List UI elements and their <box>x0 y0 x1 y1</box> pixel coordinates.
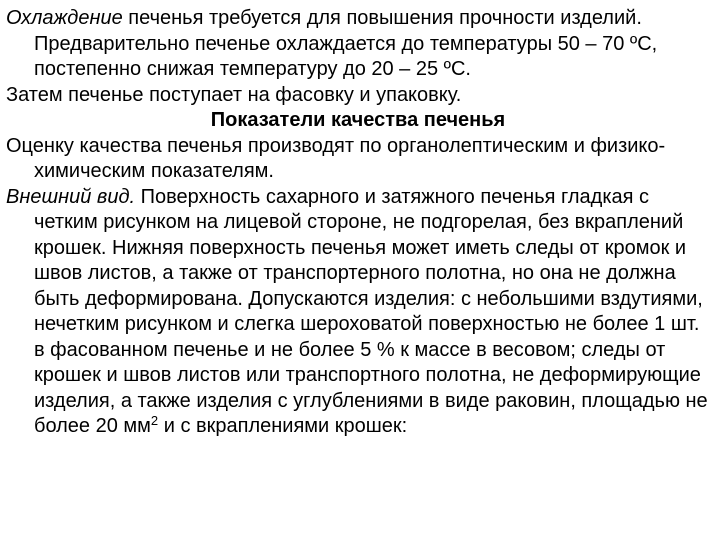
appearance-lead-term: Внешний вид. <box>6 185 136 208</box>
appearance-tail-text: и с вкраплениями крошек: <box>158 415 408 437</box>
area-unit-superscript: 2 <box>150 413 159 428</box>
packing-paragraph <box>6 83 710 109</box>
assessment-paragraph <box>6 134 710 185</box>
packing-text: Затем печенье поступает на фасовку и упаковку. <box>6 83 462 106</box>
section-heading <box>6 108 710 134</box>
appearance-body-text: Поверхность сахарного и затяжного печенья гладкая с четким рисунком на лицевой стороне, не подгорелая, без вкраплений крошек. Нижняя поверхность печенья может иметь следы от кромок и швов листов, а также от транспортерного полотна, но она не должна быть деформирована. Допускаются изделия: с небольшими вздутиями, нечетким рисунком и слегка шероховатой поверхностью не более 1 шт. в фасованном печенье и не более 5 % к массе в весовом; следы от крошек и швов листов или транспортного полотна, не деформирующие изделия, а также изделия с углублениями в виде раковин, площадью не более 20 мм <box>34 185 708 437</box>
cooling-paragraph <box>6 6 710 83</box>
appearance-paragraph <box>6 185 710 440</box>
cooling-lead-term: Охлаждение <box>6 7 123 29</box>
section-heading-text: Показатели качества печенья <box>210 109 506 131</box>
assessment-text: Оценку качества печенья производят по органолептическим и физико-химическим показателям. <box>6 134 666 182</box>
cooling-body-text: печенья требуется для повышения прочности изделий. Предварительно печенье охлаждается до температуры 50 – 70 ºС, постепенно снижая температуру до 20 – 25 ºС. <box>34 7 658 80</box>
